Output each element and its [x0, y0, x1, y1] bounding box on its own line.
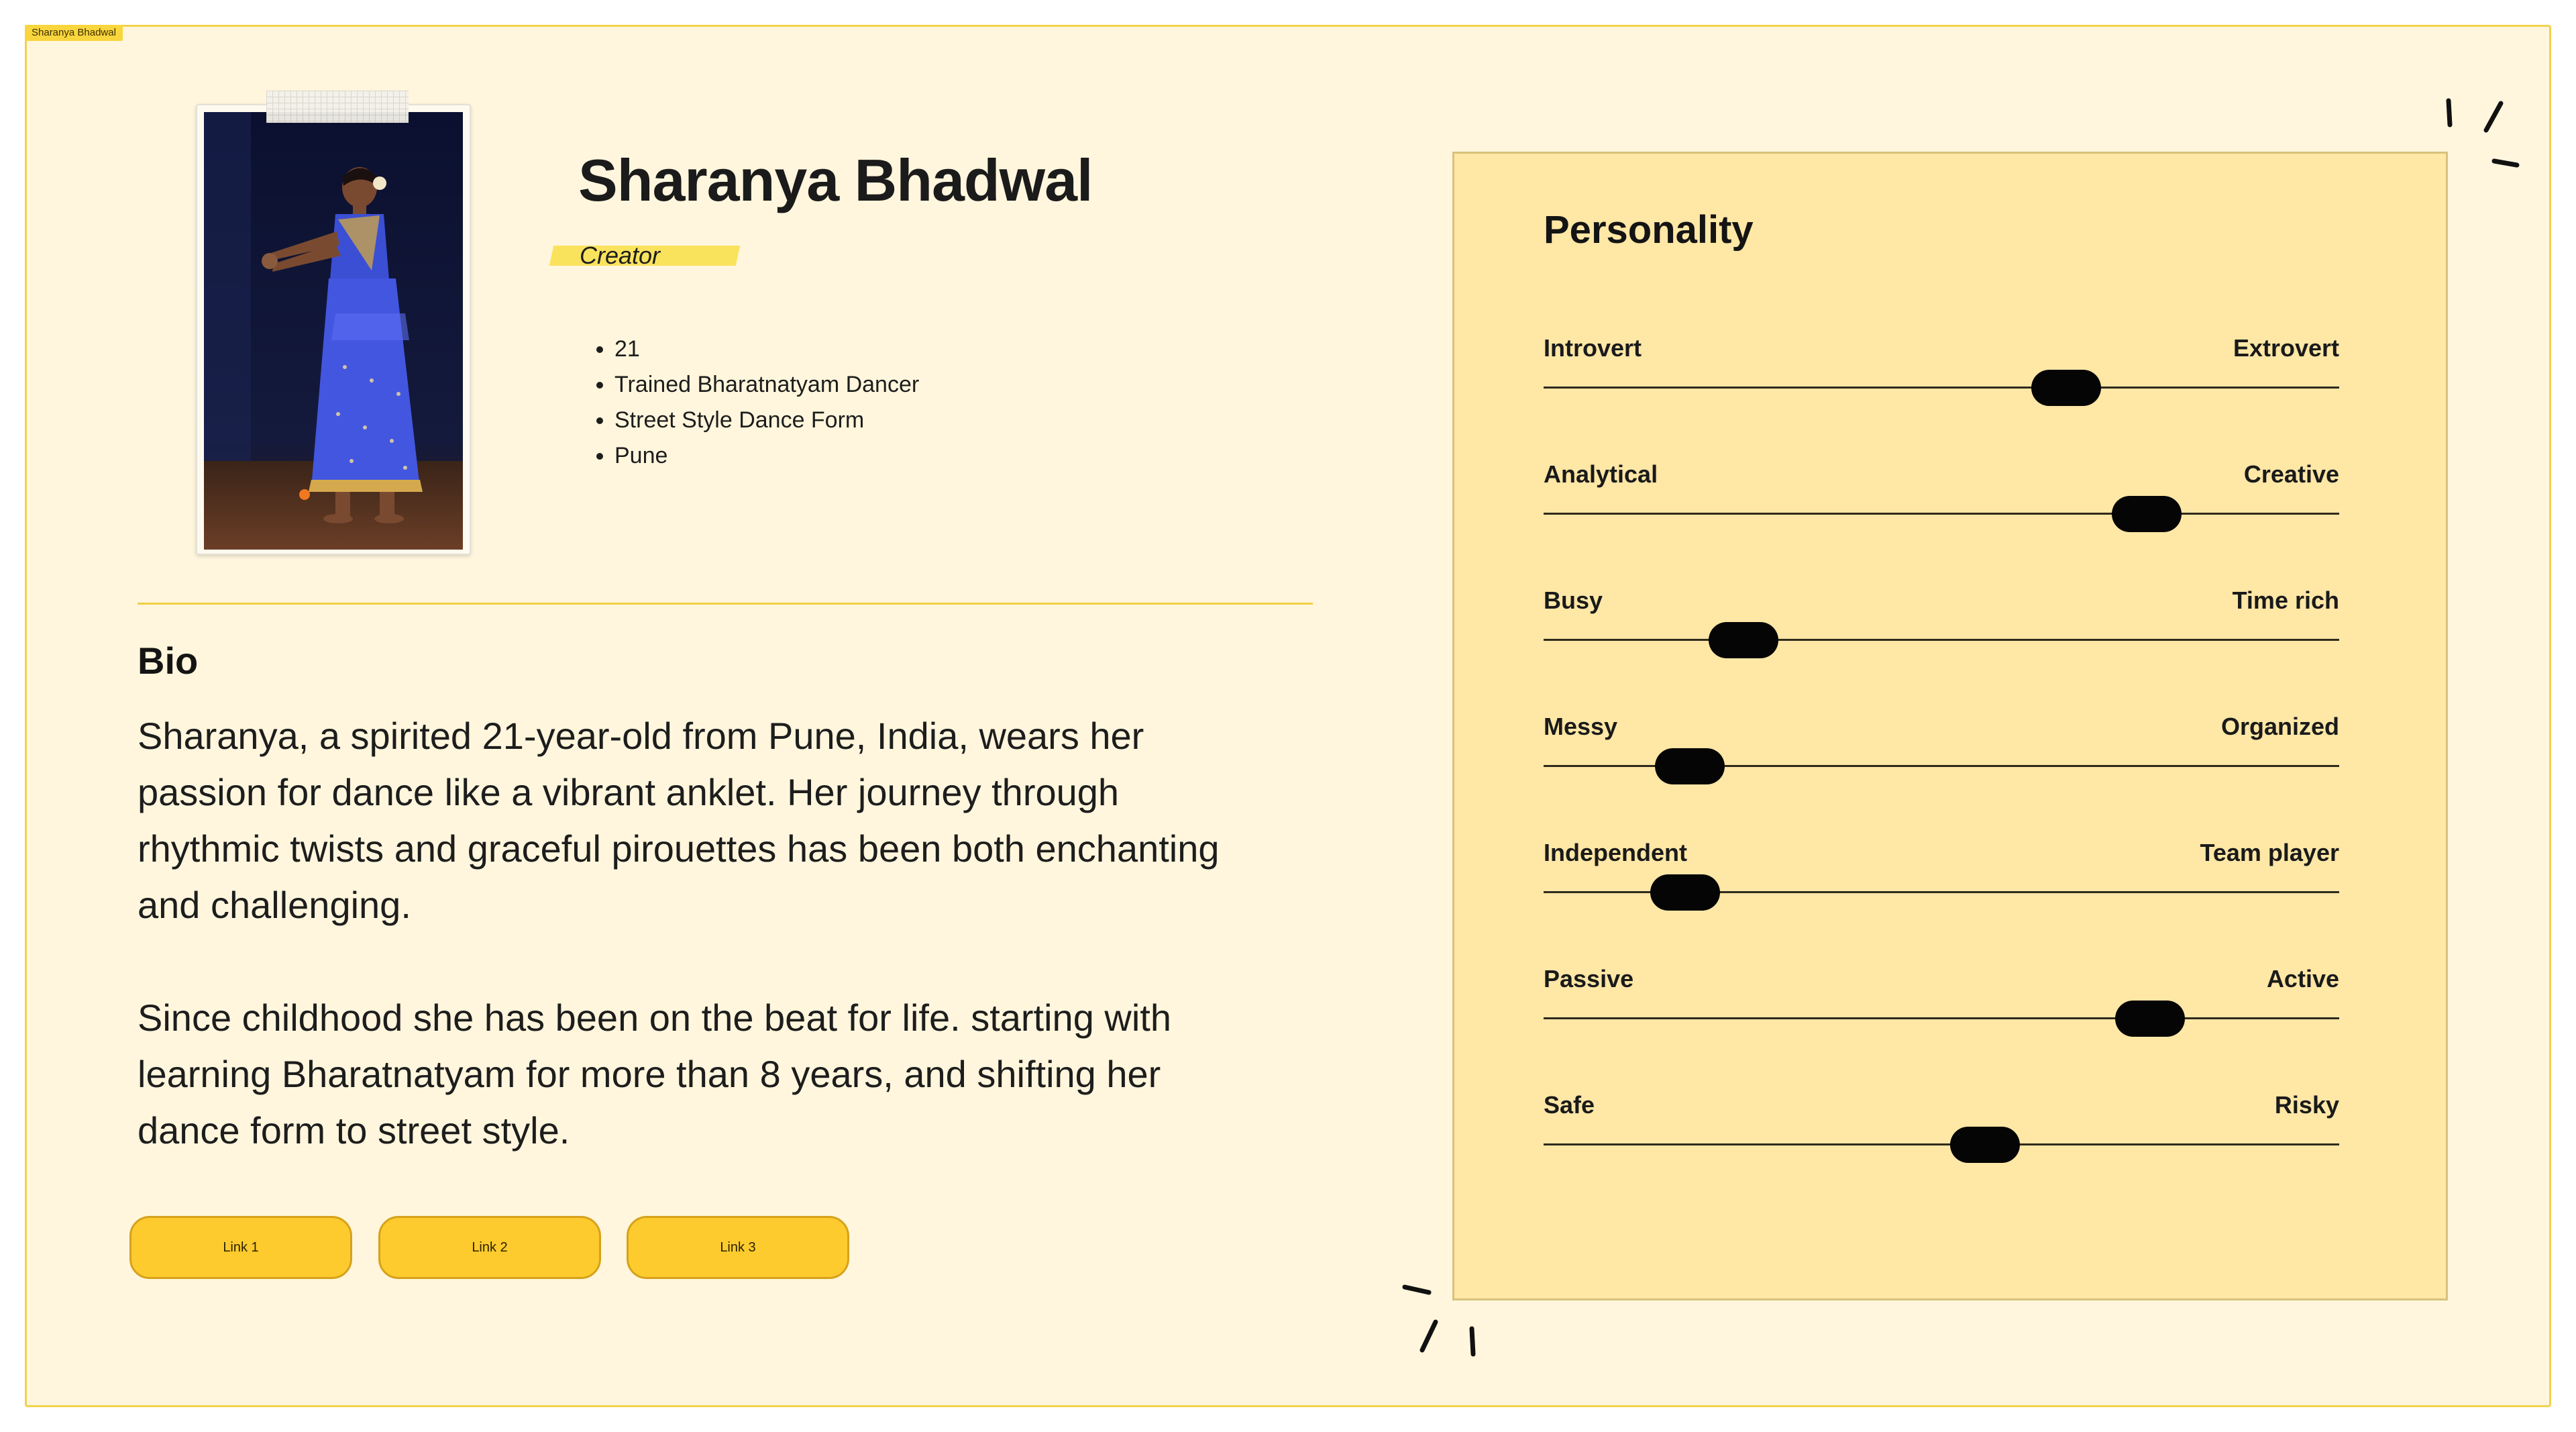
section-divider	[138, 603, 1313, 605]
fact-dance-form: • Street Style Dance Form	[614, 403, 919, 438]
trait-right-label: Active	[2266, 965, 2339, 992]
personality-panel	[1452, 152, 2448, 1300]
bio-paragraph: Since childhood she has been on the beat for life. starting with learning Bharatnatyam for more than 8 years, and shifting her dance form to street style.	[138, 996, 1171, 1152]
trait-right-label: Organized	[2220, 713, 2339, 740]
link-3-button[interactable]: Link 3	[627, 1216, 849, 1279]
trait-left-label: Introvert	[1544, 334, 1642, 362]
bio-paragraph: Sharanya, a spirited 21-year-old from Pune, India, wears her passion for dance like a vibrant anklet. Her journey through rhythmic twists and graceful pirouettes has been both enchanting and challenging.	[138, 715, 1220, 926]
trait-right-label: Team player	[2200, 839, 2339, 866]
bio-heading: Bio	[138, 640, 199, 682]
trait-analytical-creative	[1544, 461, 2339, 542]
trait-right-label: Creative	[2243, 460, 2339, 488]
trait-passive-active	[1544, 966, 2339, 1046]
role-badge	[551, 243, 739, 268]
trait-messy-organized	[1544, 713, 2339, 794]
trait-left-label: Independent	[1544, 839, 1687, 866]
slider-handle[interactable]	[1709, 622, 1778, 658]
bio-text	[138, 708, 1265, 1215]
trait-left-label: Messy	[1544, 713, 1618, 740]
trait-left-label: Analytical	[1544, 460, 1658, 488]
personality-heading: Personality	[1544, 208, 1754, 252]
trait-right-label: Risky	[2274, 1091, 2339, 1119]
trait-busy-time-rich	[1544, 587, 2339, 668]
trait-left-label: Passive	[1544, 965, 1634, 992]
persona-facts	[588, 331, 919, 474]
fact-age: • 21	[614, 331, 919, 367]
profile-photo	[196, 104, 471, 555]
role-label: Creator	[580, 242, 661, 269]
photo-tape	[266, 91, 409, 123]
link-2-button[interactable]: Link 2	[378, 1216, 601, 1279]
frame-tag: Sharanya Bhadwal	[25, 25, 123, 41]
slider-track	[1544, 1143, 2339, 1145]
slider-track	[1544, 513, 2339, 515]
trait-right-label: Time rich	[2232, 586, 2339, 614]
trait-left-label: Busy	[1544, 586, 1603, 614]
trait-left-label: Safe	[1544, 1091, 1595, 1119]
dancer-photo-image	[204, 112, 463, 550]
slider-track	[1544, 639, 2339, 641]
trait-right-label: Extrovert	[2233, 334, 2339, 362]
link-1-button[interactable]: Link 1	[129, 1216, 352, 1279]
slider-track	[1544, 1017, 2339, 1019]
trait-safe-risky	[1544, 1092, 2339, 1172]
fact-training: • Trained Bharatnatyam Dancer	[614, 367, 919, 403]
slider-track	[1544, 387, 2339, 389]
persona-name: Sharanya Bhadwal	[578, 147, 1093, 213]
trait-independent-team-player	[1544, 839, 2339, 920]
slider-handle[interactable]	[2112, 496, 2182, 532]
slider-handle[interactable]	[1950, 1127, 2020, 1163]
slider-handle[interactable]	[1650, 874, 1720, 911]
slider-handle[interactable]	[2115, 1001, 2185, 1037]
slider-handle[interactable]	[1655, 748, 1725, 784]
fact-location: • Pune	[614, 438, 919, 474]
trait-introvert-extrovert	[1544, 335, 2339, 415]
slider-handle[interactable]	[2031, 370, 2101, 406]
